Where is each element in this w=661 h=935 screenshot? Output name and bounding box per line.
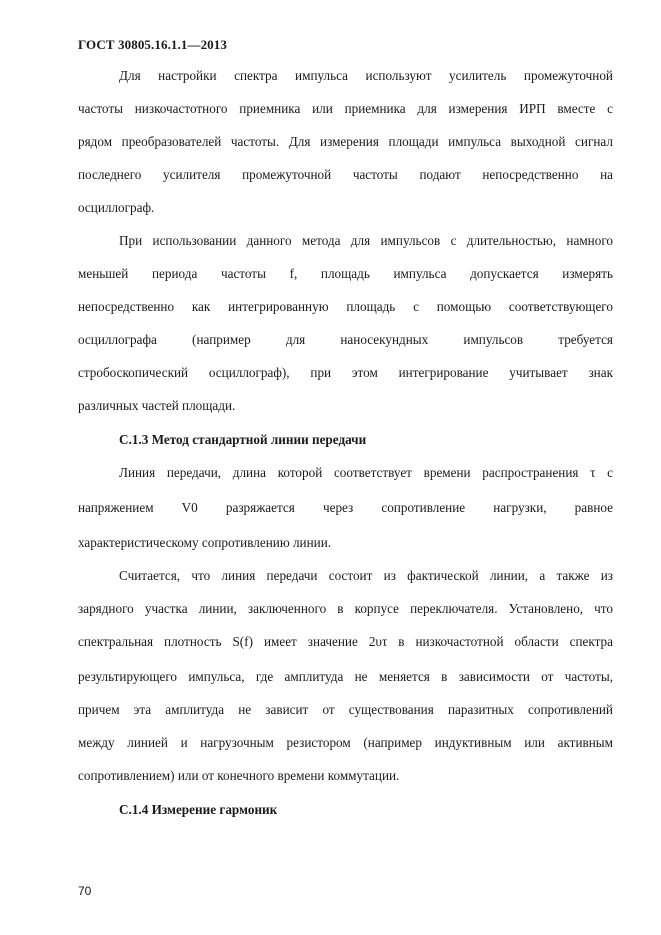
page-number: 70 <box>78 884 92 898</box>
section-heading: С.1.3 Метод стандартной линии передачи <box>119 432 367 447</box>
standard-header: ГОСТ 30805.16.1.1—2013 <box>78 37 227 52</box>
text-line: Линия передачи, длина которой соответствует времени распространения τ с <box>119 465 613 480</box>
text-line: осциллограф. <box>78 200 155 215</box>
text-line: осциллографа (например для наносекундных импульсов требуется <box>78 332 613 347</box>
text-line: спектральная плотность S(f) имеет значение 2υτ в низкочастотной области спектра <box>78 634 613 649</box>
text-line: характеристическому сопротивлению линии. <box>78 535 332 550</box>
text-line: Считается, что линия передачи состоит из фактической линии, а также из <box>119 568 613 583</box>
text-line: частоты низкочастотного приемника или приемника для измерения ИРП вместе с <box>78 101 613 116</box>
text-line: зарядного участка линии, заключенного в корпусе переключателя. Установлено, что <box>78 601 613 616</box>
text-line: результирующего импульса, где амплитуда не меняется в зависимости от частоты, <box>78 669 613 684</box>
text-line: напряжением V0 разряжается через сопротивление нагрузки, равное <box>78 500 613 515</box>
text-line: Для настройки спектра импульса используют усилитель промежуточной <box>119 68 613 83</box>
text-line: причем эта амплитуда не зависит от существования паразитных сопротивлений <box>78 702 613 717</box>
section-heading: С.1.4 Измерение гармоник <box>119 802 278 817</box>
text-line: При использовании данного метода для импульсов с длительностью, намного <box>119 233 613 248</box>
text-line: непосредственно как интегрированную площадь с помощью соответствующего <box>78 299 613 314</box>
text-line: сопротивлением) или от конечного времени коммутации. <box>78 768 400 783</box>
text-line: различных частей площади. <box>78 398 236 413</box>
text-line: рядом преобразователей частоты. Для измерения площади импульса выходной сигнал <box>78 134 613 149</box>
text-line: последнего усилителя промежуточной частоты подают непосредственно на <box>78 167 613 182</box>
text-line: стробоскопический осциллограф), при этом интегрирование учитывает знак <box>78 365 613 380</box>
text-line: между линией и нагрузочным резистором (например индуктивным или активным <box>78 735 613 750</box>
text-line: меньшей периода частоты f, площадь импульса допускается измерять <box>78 266 613 281</box>
